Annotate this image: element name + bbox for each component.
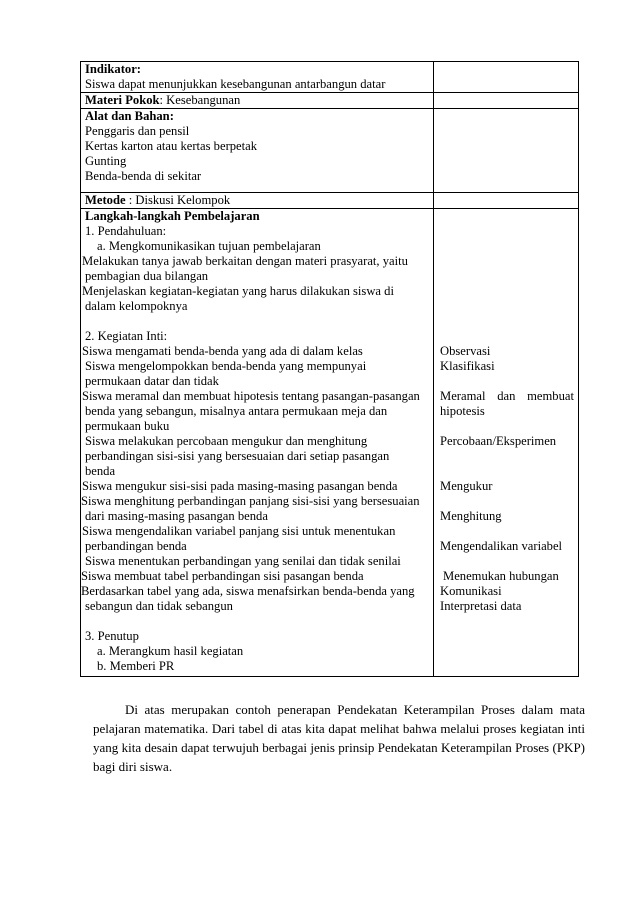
inti-line: permukaan buku: [85, 419, 170, 433]
pendahuluan-line: a. Mengkomunikasikan tujuan pembelajaran: [97, 239, 321, 253]
pendahuluan-line: Melakukan tanya jawab berkaitan dengan materi prasyarat, yaitu: [82, 254, 408, 268]
skill-meramal-b: dan: [497, 389, 516, 403]
penutup-line: b. Memberi PR: [97, 659, 175, 673]
materi-value: : Kesebangunan: [159, 93, 241, 107]
pendahuluan-line: Menjelaskan kegiatan-kegiatan yang harus dilakukan siswa di: [82, 284, 394, 298]
skill-hipotesis: hipotesis: [440, 404, 485, 418]
inti-line: Siswa membuat tabel perbandingan sisi pasangan benda: [81, 569, 364, 583]
skill-menghitung: Menghitung: [440, 509, 502, 523]
lesson-plan-table: [80, 61, 579, 677]
skill-meramal: [434, 389, 578, 404]
inti-line: perbandingan sisi-sisi yang bersesuaian dari setiap pasangan: [85, 449, 390, 463]
metode-value: : Diskusi Kelompok: [125, 193, 231, 207]
alat-item: Gunting: [85, 154, 127, 168]
skill-meramal-a: Meramal: [440, 389, 486, 403]
skill-mengendalikan: Mengendalikan variabel: [440, 539, 563, 553]
metode-label: Metode: [85, 193, 126, 207]
skill-klasifikasi: Klasifikasi: [440, 359, 495, 373]
skill-menemukan: Menemukan hubungan: [443, 569, 559, 583]
skill-interpretasi: Interpretasi data: [440, 599, 522, 613]
inti-line: permukaan datar dan tidak: [85, 374, 219, 388]
langkah-title: Langkah-langkah Pembelajaran: [85, 209, 260, 223]
skill-percobaan: Percobaan/Eksperimen: [440, 434, 557, 448]
skill-observasi: Observasi: [440, 344, 491, 358]
alat-title: Alat dan Bahan:: [85, 109, 174, 123]
row-indikator: [81, 62, 579, 93]
cell-langkah: [81, 209, 434, 677]
inti-line: Siswa mengelompokkan benda-benda yang mempunyai: [85, 359, 367, 373]
pendahuluan-line: pembagian dua bilangan: [85, 269, 209, 283]
pendahuluan-heading: 1. Pendahuluan:: [85, 224, 167, 238]
skill-komunikasi: Komunikasi: [440, 584, 502, 598]
inti-line: perbandingan benda: [85, 539, 187, 553]
materi-label: Materi Pokok: [85, 93, 160, 107]
row-metode: [81, 193, 579, 209]
row-materi: [81, 93, 579, 109]
cell-metode: [81, 193, 434, 209]
inti-line: benda: [85, 464, 116, 478]
cell-indikator: [81, 62, 434, 93]
skill-meramal-c: membuat: [527, 389, 574, 403]
cell-metode-right: [434, 193, 579, 209]
cell-materi-right: [434, 93, 579, 109]
inti-line: Siswa mengukur sisi-sisi pada masing-masing pasangan benda: [82, 479, 398, 493]
inti-line: Siswa mengendalikan variabel panjang sisi untuk menentukan: [82, 524, 396, 538]
summary-text: Di atas merupakan contoh penerapan Pendekatan Keterampilan Proses dalam mata pelajaran matematika. Dari tabel di atas kita dapat melihat bahwa melalui proses kegiatan inti yang kita desain dapat terwujuh berbagai jenis prinsip Pendekatan Keterampilan Proses (PKP) bagi diri siswa.: [93, 702, 585, 774]
cell-alat-right: [434, 109, 579, 193]
cell-indikator-right: [434, 62, 579, 93]
inti-line: Siswa menentukan perbandingan yang senilai dan tidak senilai: [85, 554, 401, 568]
pendahuluan-line: dalam kelompoknya: [85, 299, 188, 313]
alat-item: Benda-benda di sekitar: [85, 169, 202, 183]
penutup-heading: 3. Penutup: [85, 629, 139, 643]
row-alat: [81, 109, 579, 193]
inti-line: Siswa mengamati benda-benda yang ada di dalam kelas: [82, 344, 363, 358]
cell-materi: [81, 93, 434, 109]
summary-paragraph: [93, 700, 585, 776]
cell-keterampilan: [434, 209, 579, 677]
row-langkah: [81, 209, 579, 677]
alat-item: Kertas karton atau kertas berpetak: [85, 139, 258, 153]
indikator-text: Siswa dapat menunjukkan kesebangunan antarbangun datar: [85, 77, 386, 91]
inti-line: sebangun dan tidak sebangun: [85, 599, 233, 613]
inti-line: Siswa menghitung perbandingan panjang sisi-sisi yang bersesuaian: [81, 494, 420, 508]
skill-mengukur: Mengukur: [440, 479, 493, 493]
inti-heading: 2. Kegiatan Inti:: [85, 329, 168, 343]
indikator-title: Indikator:: [85, 62, 141, 76]
inti-line: benda yang sebangun, misalnya antara permukaan meja dan: [85, 404, 388, 418]
cell-alat: [81, 109, 434, 193]
inti-line: Siswa melakukan percobaan mengukur dan menghitung: [85, 434, 368, 448]
inti-line: Siswa meramal dan membuat hipotesis tentang pasangan-pasangan: [82, 389, 420, 403]
alat-item: Penggaris dan pensil: [85, 124, 190, 138]
inti-line: dari masing-masing pasangan benda: [85, 509, 268, 523]
penutup-line: a. Merangkum hasil kegiatan: [97, 644, 244, 658]
inti-line: Berdasarkan tabel yang ada, siswa menafsirkan benda-benda yang: [81, 584, 415, 598]
